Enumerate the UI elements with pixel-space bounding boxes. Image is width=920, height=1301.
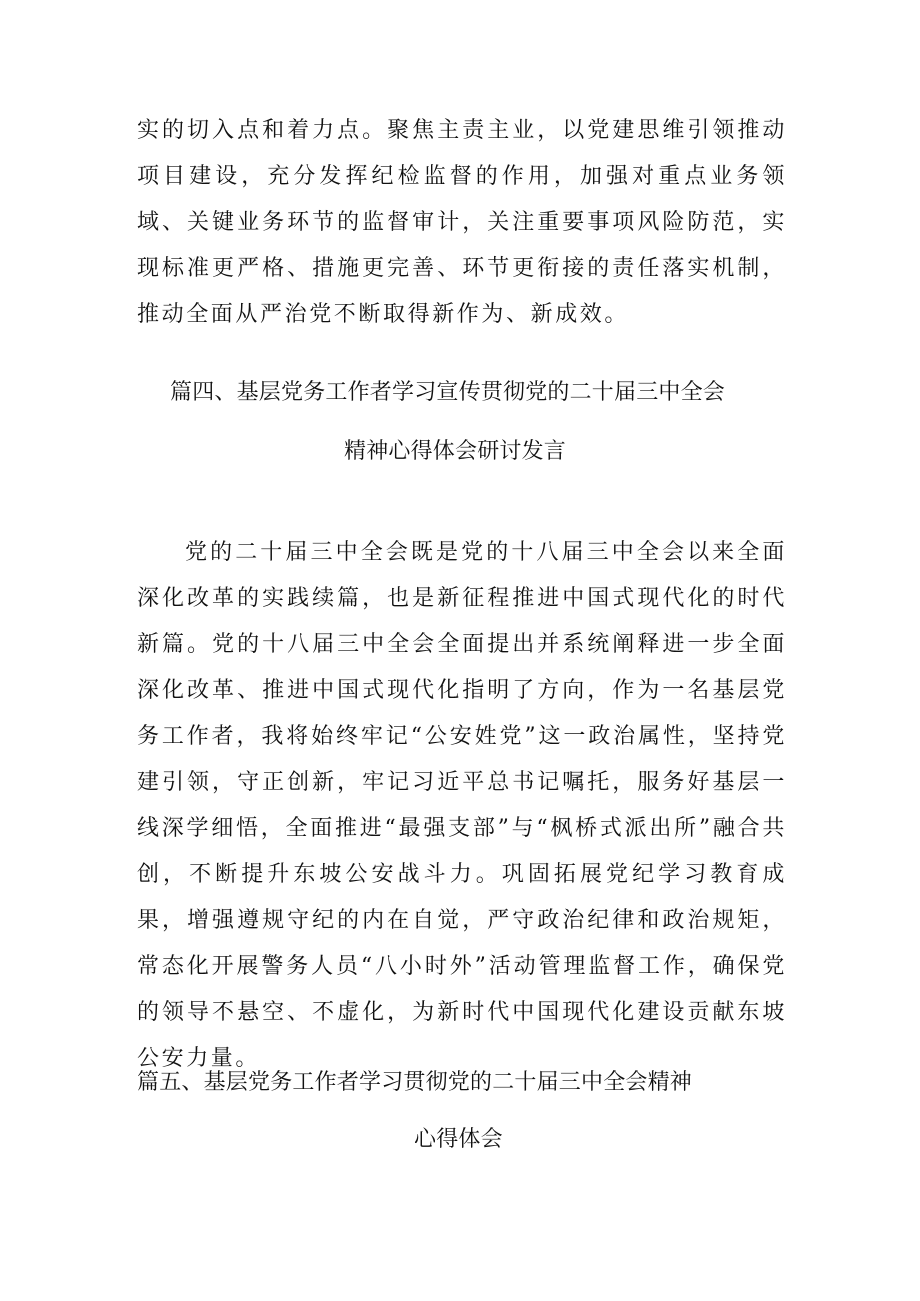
section-4-title-line-2: 精神心得体会研讨发言 <box>344 439 567 464</box>
section-5-title-line-1: 篇五、基层党务工作者学习贯彻党的二十届三中全会精神 <box>137 1070 693 1095</box>
section-4-body-paragraph: 党的二十届三中全会既是党的十八届三中全会以来全面深化改革的实践续篇，也是新征程推进中国式现代化的时代新篇。党的十八届三中全会全面提出并系统阐释进一步全面深化改革、推进中国式现代化指明了方向，作为一名基层党务工作者，我将始终牢记“公安姓党”这一政治属性，坚持党建引领，守正创新，牢记习近平总书记嘱托，服务好基层一线深学细悟，全面推进“最强支部”与“枫桥式派出所”融合共创，不断提升东坡公安战斗力。巩固拓展党纪学习教育成果，增强遵规守纪的内在自觉，严守政治纪律和政治规矩，常态化开展警务人员“八小时外”活动管理监督工作，确保党的领导不悬空、不虚化，为新时代中国现代化建设贡献东坡公安力量。 <box>137 540 787 1071</box>
section-5-title-line-2: 心得体会 <box>414 1127 503 1152</box>
body-paragraph-continuation: 实的切入点和着力点。聚焦主责主业，以党建思维引领推动项目建设，充分发挥纪检监督的作用，加强对重点业务领域、关键业务环节的监督审计，关注重要事项风险防范，实现标准更严格、措施更完善、环节更衔接的责任落实机制，推动全面从严治党不断取得新作为、新成效。 <box>137 118 787 327</box>
section-4-title-line-1: 篇四、基层党务工作者学习宣传贯彻党的二十届三中全会 <box>170 380 726 405</box>
